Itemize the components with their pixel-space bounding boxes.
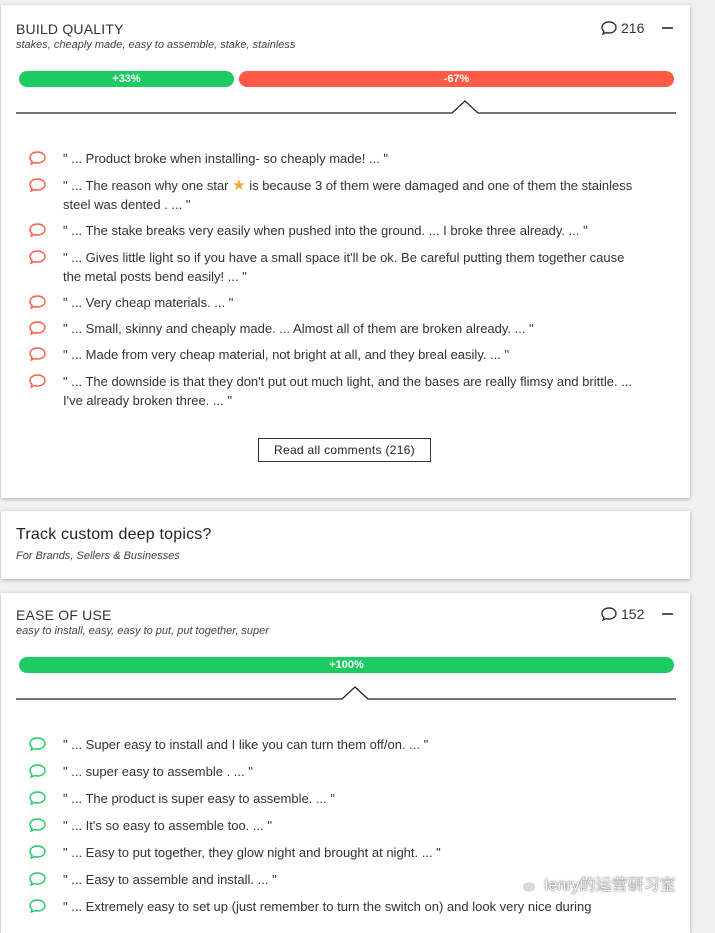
topic-keywords: easy to install, easy, easy to put, put together, super	[16, 625, 269, 637]
comment-bubble-icon	[29, 791, 46, 805]
collapse-icon[interactable]	[662, 27, 673, 29]
comment-item	[29, 319, 644, 338]
comment-item	[29, 762, 644, 781]
comment-text	[63, 178, 632, 212]
comment-bubble-icon	[29, 899, 46, 913]
comment-bubble-icon	[29, 178, 46, 192]
comment-item	[29, 293, 644, 312]
comment-item	[29, 789, 644, 808]
comment-text: " ... Very cheap materials. ... "	[63, 295, 234, 310]
comment-bubble-icon	[29, 347, 46, 361]
comment-text-part: " ... The reason why one star	[63, 178, 233, 193]
negative-sentiment-bar	[239, 71, 674, 87]
pointer-divider	[16, 98, 676, 114]
star-icon: ★	[232, 177, 246, 194]
comment-item	[29, 735, 644, 754]
comment-item	[29, 816, 644, 835]
comment-text: " ... Easy to put together, they glow night and brought at night. ... "	[63, 845, 441, 860]
comment-count[interactable]	[601, 606, 644, 622]
comment-bubble-icon	[29, 764, 46, 778]
comment-text: " ... super easy to assemble . ... "	[63, 764, 253, 779]
collapse-icon[interactable]	[662, 613, 673, 615]
positive-percent: +33%	[112, 73, 141, 85]
watermark-text: Ienry的运营研习室	[544, 877, 676, 894]
wechat-icon	[512, 873, 538, 895]
track-topics-card[interactable]	[1, 511, 690, 579]
comment-bubble-icon	[29, 872, 46, 886]
comment-item	[29, 372, 644, 410]
comment-text: " ... Product broke when installing- so cheaply made! ... "	[63, 151, 388, 166]
pointer-divider	[16, 684, 676, 700]
comment-list	[29, 149, 644, 418]
comment-item	[29, 248, 644, 286]
comment-item	[29, 897, 644, 916]
comment-count-value: 216	[621, 20, 645, 36]
comment-bubble-icon	[29, 818, 46, 832]
topic-keywords: stakes, cheaply made, easy to assemble, stake, stainless	[16, 39, 296, 51]
comment-list	[29, 735, 644, 924]
topic-title: EASE OF USE	[16, 607, 112, 623]
comment-bubble-icon	[29, 223, 46, 237]
comment-text: " ... The downside is that they don't put out much light, and the bases are really flimsy and brittle. ... I've already broken three. ... "	[63, 374, 633, 408]
comment-count[interactable]	[601, 20, 644, 36]
topic-title: BUILD QUALITY	[16, 21, 124, 37]
comment-text: " ... Super easy to install and I like you can turn them off/on. ... "	[63, 737, 429, 752]
positive-sentiment-bar	[19, 657, 674, 673]
comment-bubble-icon	[29, 295, 46, 309]
read-all-comments-button[interactable]: Read all comments (216)	[258, 438, 431, 462]
comment-bubble-icon	[601, 21, 617, 35]
comment-text: " ... Extremely easy to set up (just remember to turn the switch on) and look very nice during	[63, 899, 592, 914]
comment-item	[29, 221, 644, 240]
comment-text: " ... The stake breaks very easily when pushed into the ground. ... I broke three already. ... "	[63, 223, 588, 238]
comment-bubble-icon	[29, 737, 46, 751]
comment-text: " ... Small, skinny and cheaply made. ... Almost all of them are broken already. ... "	[63, 321, 534, 336]
comment-text-part: is because 3 of them were damaged and one of them the stainless steel was dented . ... "	[63, 178, 633, 212]
track-title[interactable]: Track custom deep topics?	[16, 526, 212, 543]
comment-bubble-icon	[601, 607, 617, 621]
comment-bubble-icon	[29, 321, 46, 335]
build-quality-card	[1, 5, 690, 498]
comment-text: " ... It's so easy to assemble too. ... "	[63, 818, 272, 833]
comment-bubble-icon	[29, 374, 46, 388]
comment-item	[29, 345, 644, 364]
positive-percent: +100%	[329, 659, 364, 671]
comment-item	[29, 176, 644, 214]
comment-bubble-icon	[29, 845, 46, 859]
comment-bubble-icon	[29, 151, 46, 165]
comment-text: " ... Gives little light so if you have a small space it'll be ok. Be careful putting them together cause the metal posts bend easily! ... "	[63, 250, 625, 284]
comment-count-value: 152	[621, 606, 645, 622]
watermark	[512, 872, 676, 895]
comment-item	[29, 843, 644, 862]
comment-text: " ... The product is super easy to assemble. ... "	[63, 791, 336, 806]
track-subtitle: For Brands, Sellers & Businesses	[16, 550, 180, 562]
comment-item	[29, 149, 644, 168]
comment-text: " ... Made from very cheap material, not bright at all, and they breal easily. ... "	[63, 347, 510, 362]
comment-text: " ... Easy to assemble and install. ... "	[63, 872, 277, 887]
positive-sentiment-bar	[19, 71, 234, 87]
negative-percent: -67%	[443, 73, 470, 85]
comment-bubble-icon	[29, 250, 46, 264]
